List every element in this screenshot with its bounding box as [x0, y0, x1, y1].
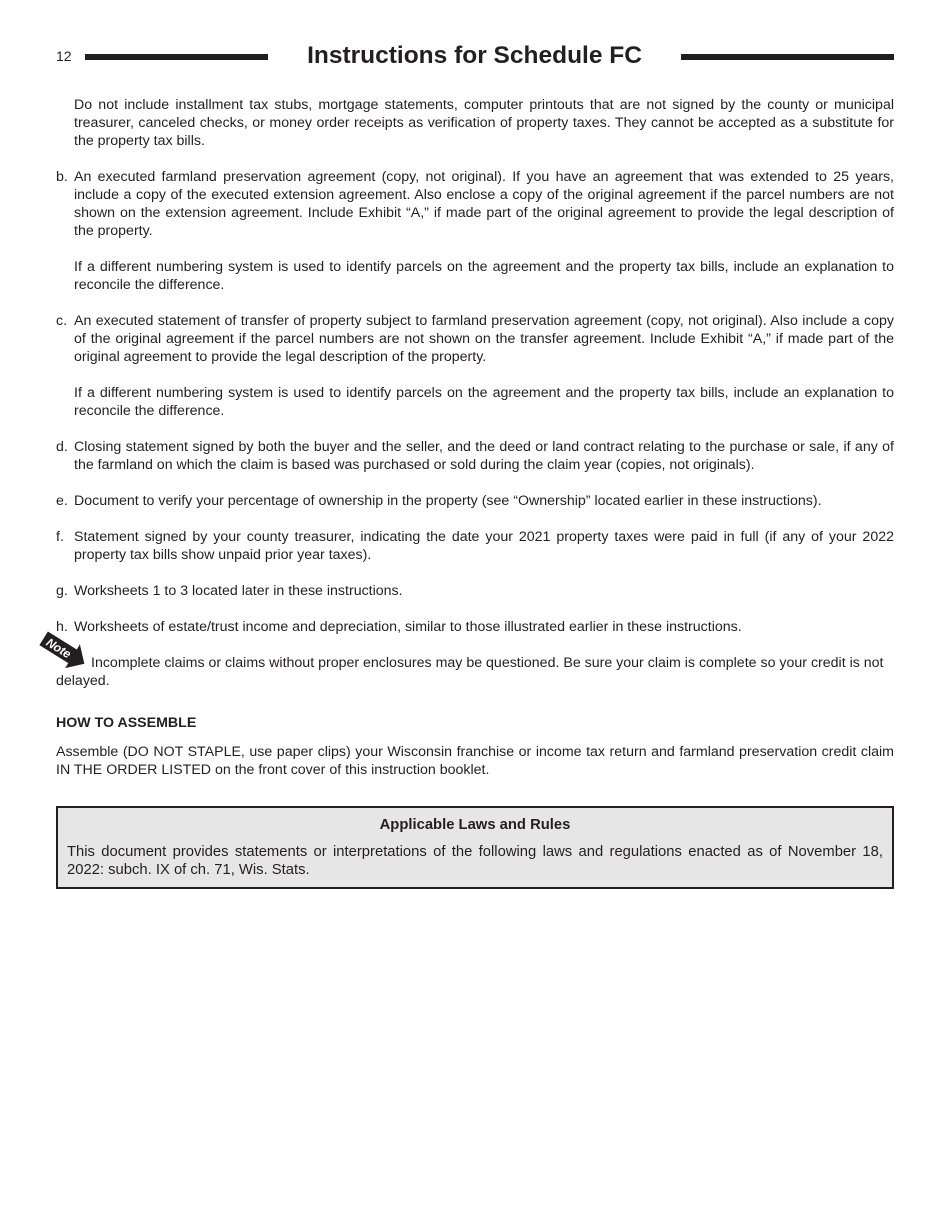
- item-text: Worksheets 1 to 3 located later in these instructions.: [74, 583, 403, 599]
- item-text: An executed farmland preservation agreement (copy, not original). If you have an agreement that was extended to 25 years, include a copy of the executed extension agreement. Also enclose a copy of the original agreement if the parcel numbers are not shown on the extension agreement. Include Exhibit “A,” if made part of the original agreement to provide the legal description of the property.: [74, 169, 894, 239]
- list-item-h: [56, 618, 894, 636]
- page-header: [56, 40, 894, 72]
- item-letter: c.: [56, 313, 68, 329]
- list-item-g: [56, 582, 894, 600]
- note-text: Incomplete claims or claims without proper enclosures may be questioned. Be sure your claim is complete so your credit is not delayed.: [56, 655, 884, 689]
- list-item-d: [56, 438, 894, 474]
- item-letter: e.: [56, 493, 68, 509]
- item-text: Statement signed by your county treasurer, indicating the date your 2021 property taxes were paid in full (if any of your 2022 property tax bills show unpaid prior year taxes).: [74, 529, 894, 563]
- applicable-laws-text: This document provides statements or interpretations of the following laws and regulations enacted as of November 18, 2022: subch. IX of ch. 71, Wis. Stats.: [67, 844, 883, 878]
- item-letter: b.: [56, 169, 68, 185]
- item-letter: d.: [56, 439, 68, 455]
- list-item-f: [56, 528, 894, 564]
- applicable-laws-box: [56, 806, 894, 889]
- applicable-laws-title: Applicable Laws and Rules: [379, 817, 571, 833]
- how-to-assemble-text: Assemble (DO NOT STAPLE, use paper clips) your Wisconsin franchise or income tax return and farmland preservation credit claim IN THE ORDER LISTED on the front cover of this instruction booklet.: [56, 744, 894, 778]
- item-text: Document to verify your percentage of ownership in the property (see “Ownership” located earlier in these instructions).: [74, 493, 822, 509]
- item-letter: g.: [56, 583, 68, 599]
- page-title: Instructions for Schedule FC: [307, 42, 642, 69]
- item-followup: If a different numbering system is used to identify parcels on the agreement and the property tax bills, include an explanation to reconcile the difference.: [74, 259, 894, 293]
- list-item-c: [56, 312, 894, 420]
- header-rule-right: [681, 54, 894, 60]
- note-arrow-icon: [38, 631, 90, 671]
- item-text: An executed statement of transfer of property subject to farmland preservation agreement (copy, not original). Also include a copy of the original agreement if the parcel numbers are not shown on the transfer agreement. Include Exhibit “A,” if made part of the original agreement to provide the legal description of the property.: [74, 313, 894, 365]
- item-text: Worksheets of estate/trust income and depreciation, similar to those illustrated earlier in these instructions.: [74, 619, 742, 635]
- page-content: [43, 96, 894, 889]
- item-followup: If a different numbering system is used to identify parcels on the agreement and the property tax bills, include an explanation to reconcile the difference.: [74, 385, 894, 419]
- item-text: Closing statement signed by both the buyer and the seller, and the deed or land contract relating to the purchase or sale, if any of the farmland on which the claim is based was purchased or sold during the claim year (copies, not originals).: [74, 439, 894, 473]
- item-letter: h.: [56, 619, 68, 635]
- note-icon-label: Note: [43, 635, 74, 662]
- page-number: 12: [56, 48, 72, 64]
- intro-paragraph: Do not include installment tax stubs, mortgage statements, computer printouts that are not signed by the county or municipal treasurer, canceled checks, or money order receipts as verification of property taxes. They cannot be accepted as a substitute for the property tax bills.: [74, 97, 894, 149]
- item-letter: f.: [56, 529, 64, 545]
- header-rule-left: [85, 54, 268, 60]
- how-to-assemble-heading: HOW TO ASSEMBLE: [56, 715, 197, 731]
- list-item-b: [56, 168, 894, 294]
- list-item-e: [56, 492, 894, 510]
- note-block: [43, 635, 894, 690]
